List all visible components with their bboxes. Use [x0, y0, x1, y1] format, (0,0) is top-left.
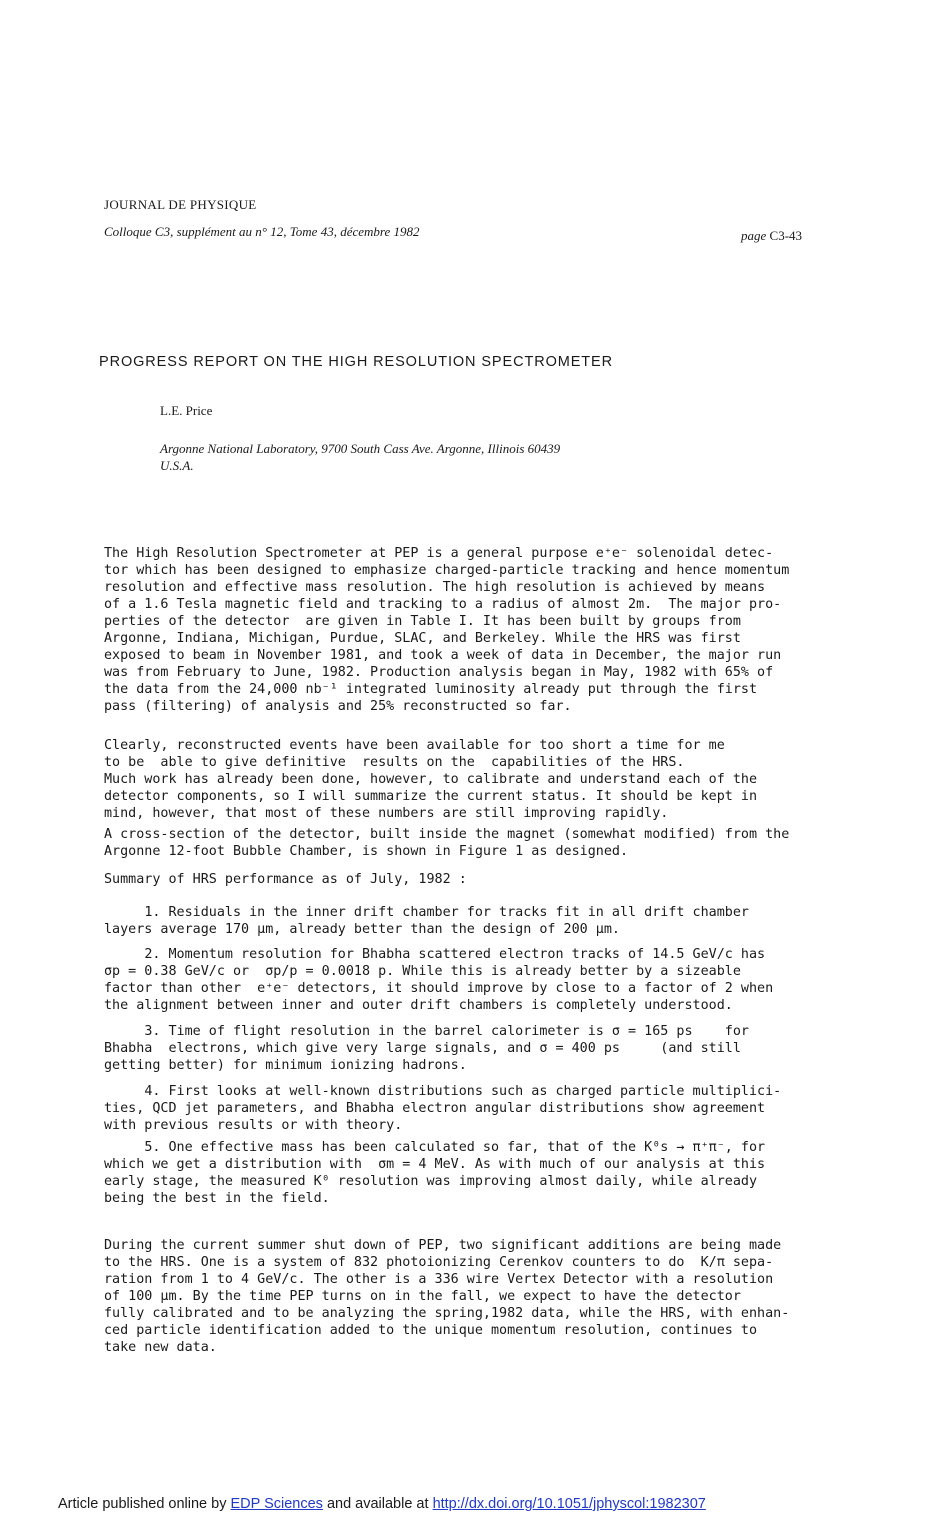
- page-number-block: [741, 228, 802, 244]
- summary-item-momentum: 2. Momentum resolution for Bhabha scattered electron tracks of 14.5 GeV/c has σp = 0.38 GeV/c or σp/p = 0.0018 p. While this is already better by a sizeable factor than other e⁺e⁻ detectors, it should improve by close to a factor of 2 when the alignment between inner and outer drift chambers is completely understood.: [104, 947, 774, 1013]
- doi-link[interactable]: http://dx.doi.org/10.1051/jphyscol:1982307: [432, 1496, 706, 1512]
- author-affiliation: [160, 440, 560, 474]
- paragraph-cross-section: A cross-section of the detector, built inside the magnet (somewhat modified) from the Argonne 12-foot Bubble Chamber, is shown in Figure 1 as designed.: [104, 827, 790, 859]
- page-label: page: [741, 228, 767, 243]
- summary-item-time-of-flight: 3. Time of flight resolution in the barrel calorimeter is σ = 165 ps for Bhabha electrons, which give very large signals, and σ = 400 ps (and still getting better) for minimum ionizing hadrons.: [104, 1024, 749, 1073]
- journal-name: JOURNAL DE PHYSIQUE: [104, 197, 257, 212]
- paragraph-additions: During the current summer shut down of PEP, two significant additions are being made to the HRS. One is a system of 832 photoionizing Cerenkov counters to do K/π sepa- ration from 1 to 4 GeV/c. The other is a 336 wire Vertex Detector with a resolution of 100 μm. By the time PEP turns on in the fall, we expect to have the detector fully calibrated and to be analyzing the spring,1982 data, while the HRS, with enhan- ced particle identification added to the unique momentum resolution, continues to take new data.: [104, 1238, 790, 1355]
- publisher-link[interactable]: EDP Sciences: [230, 1496, 323, 1512]
- summary-item-distributions: 4. First looks at well-known distributions such as charged particle multiplici- ties, QCD jet parameters, and Bhabha electron angular distributions show agreement with previous results or with theory.: [104, 1084, 782, 1133]
- paragraph-introduction: The High Resolution Spectrometer at PEP is a general purpose e⁺e⁻ solenoidal detec- tor which has been designed to emphasize charged-particle tracking and hence momentum resolution and effective mass resolution. The high resolution is achieved by means of a 1.6 Tesla magnetic field and tracking to a radius of almost 2m. The major pro- perties of the detector are given in Table I. It has been built by groups from Argonne, Indiana, Michigan, Purdue, SLAC, and Berkeley. While the HRS was first exposed to beam in November 1981, and took a week of data in December, the major run was from February to June, 1982. Production analysis began in May, 1982 with 65% of the data from the 24,000 nb⁻¹ integrated luminosity already put through the first pass (filtering) of analysis and 25% reconstructed so far.: [104, 546, 790, 714]
- affiliation-line: Argonne National Laboratory, 9700 South Cass Ave. Argonne, Illinois 60439: [160, 441, 561, 456]
- footer-middle: and available at: [322, 1496, 433, 1512]
- summary-item-effective-mass: 5. One effective mass has been calculated so far, that of the K⁰s → π⁺π⁻, for which we get a distribution with σm = 4 MeV. As with much of our analysis at this early stage, the measured K⁰ resolution was improving almost daily, while already being the best in the field.: [104, 1140, 766, 1206]
- article-title: PROGRESS REPORT ON THE HIGH RESOLUTION SPECTROMETER: [99, 354, 613, 370]
- author-name: L.E. Price: [160, 403, 213, 418]
- paragraph-summary-heading: Summary of HRS performance as of July, 1982 :: [104, 872, 467, 887]
- paragraph-status: Clearly, reconstructed events have been available for too short a time for me to be able to give definitive results on the capabilities of the HRS. Much work has already been done, however, to calibrate and understand each of the detector components, so I will summarize the current status. It should be kept in mind, however, that most of these numbers are still improving rapidly.: [104, 738, 758, 821]
- colloque-reference: Colloque C3, supplément au n° 12, Tome 43, décembre 1982: [104, 224, 420, 239]
- publication-footer: [58, 1496, 706, 1512]
- affiliation-country: U.S.A.: [160, 458, 194, 473]
- summary-item-residuals: 1. Residuals in the inner drift chamber for tracks fit in all drift chamber layers average 170 μm, already better than the design of 200 μm.: [104, 905, 749, 937]
- footer-prefix: Article published online by: [58, 1496, 231, 1512]
- page-number: C3-43: [769, 228, 803, 243]
